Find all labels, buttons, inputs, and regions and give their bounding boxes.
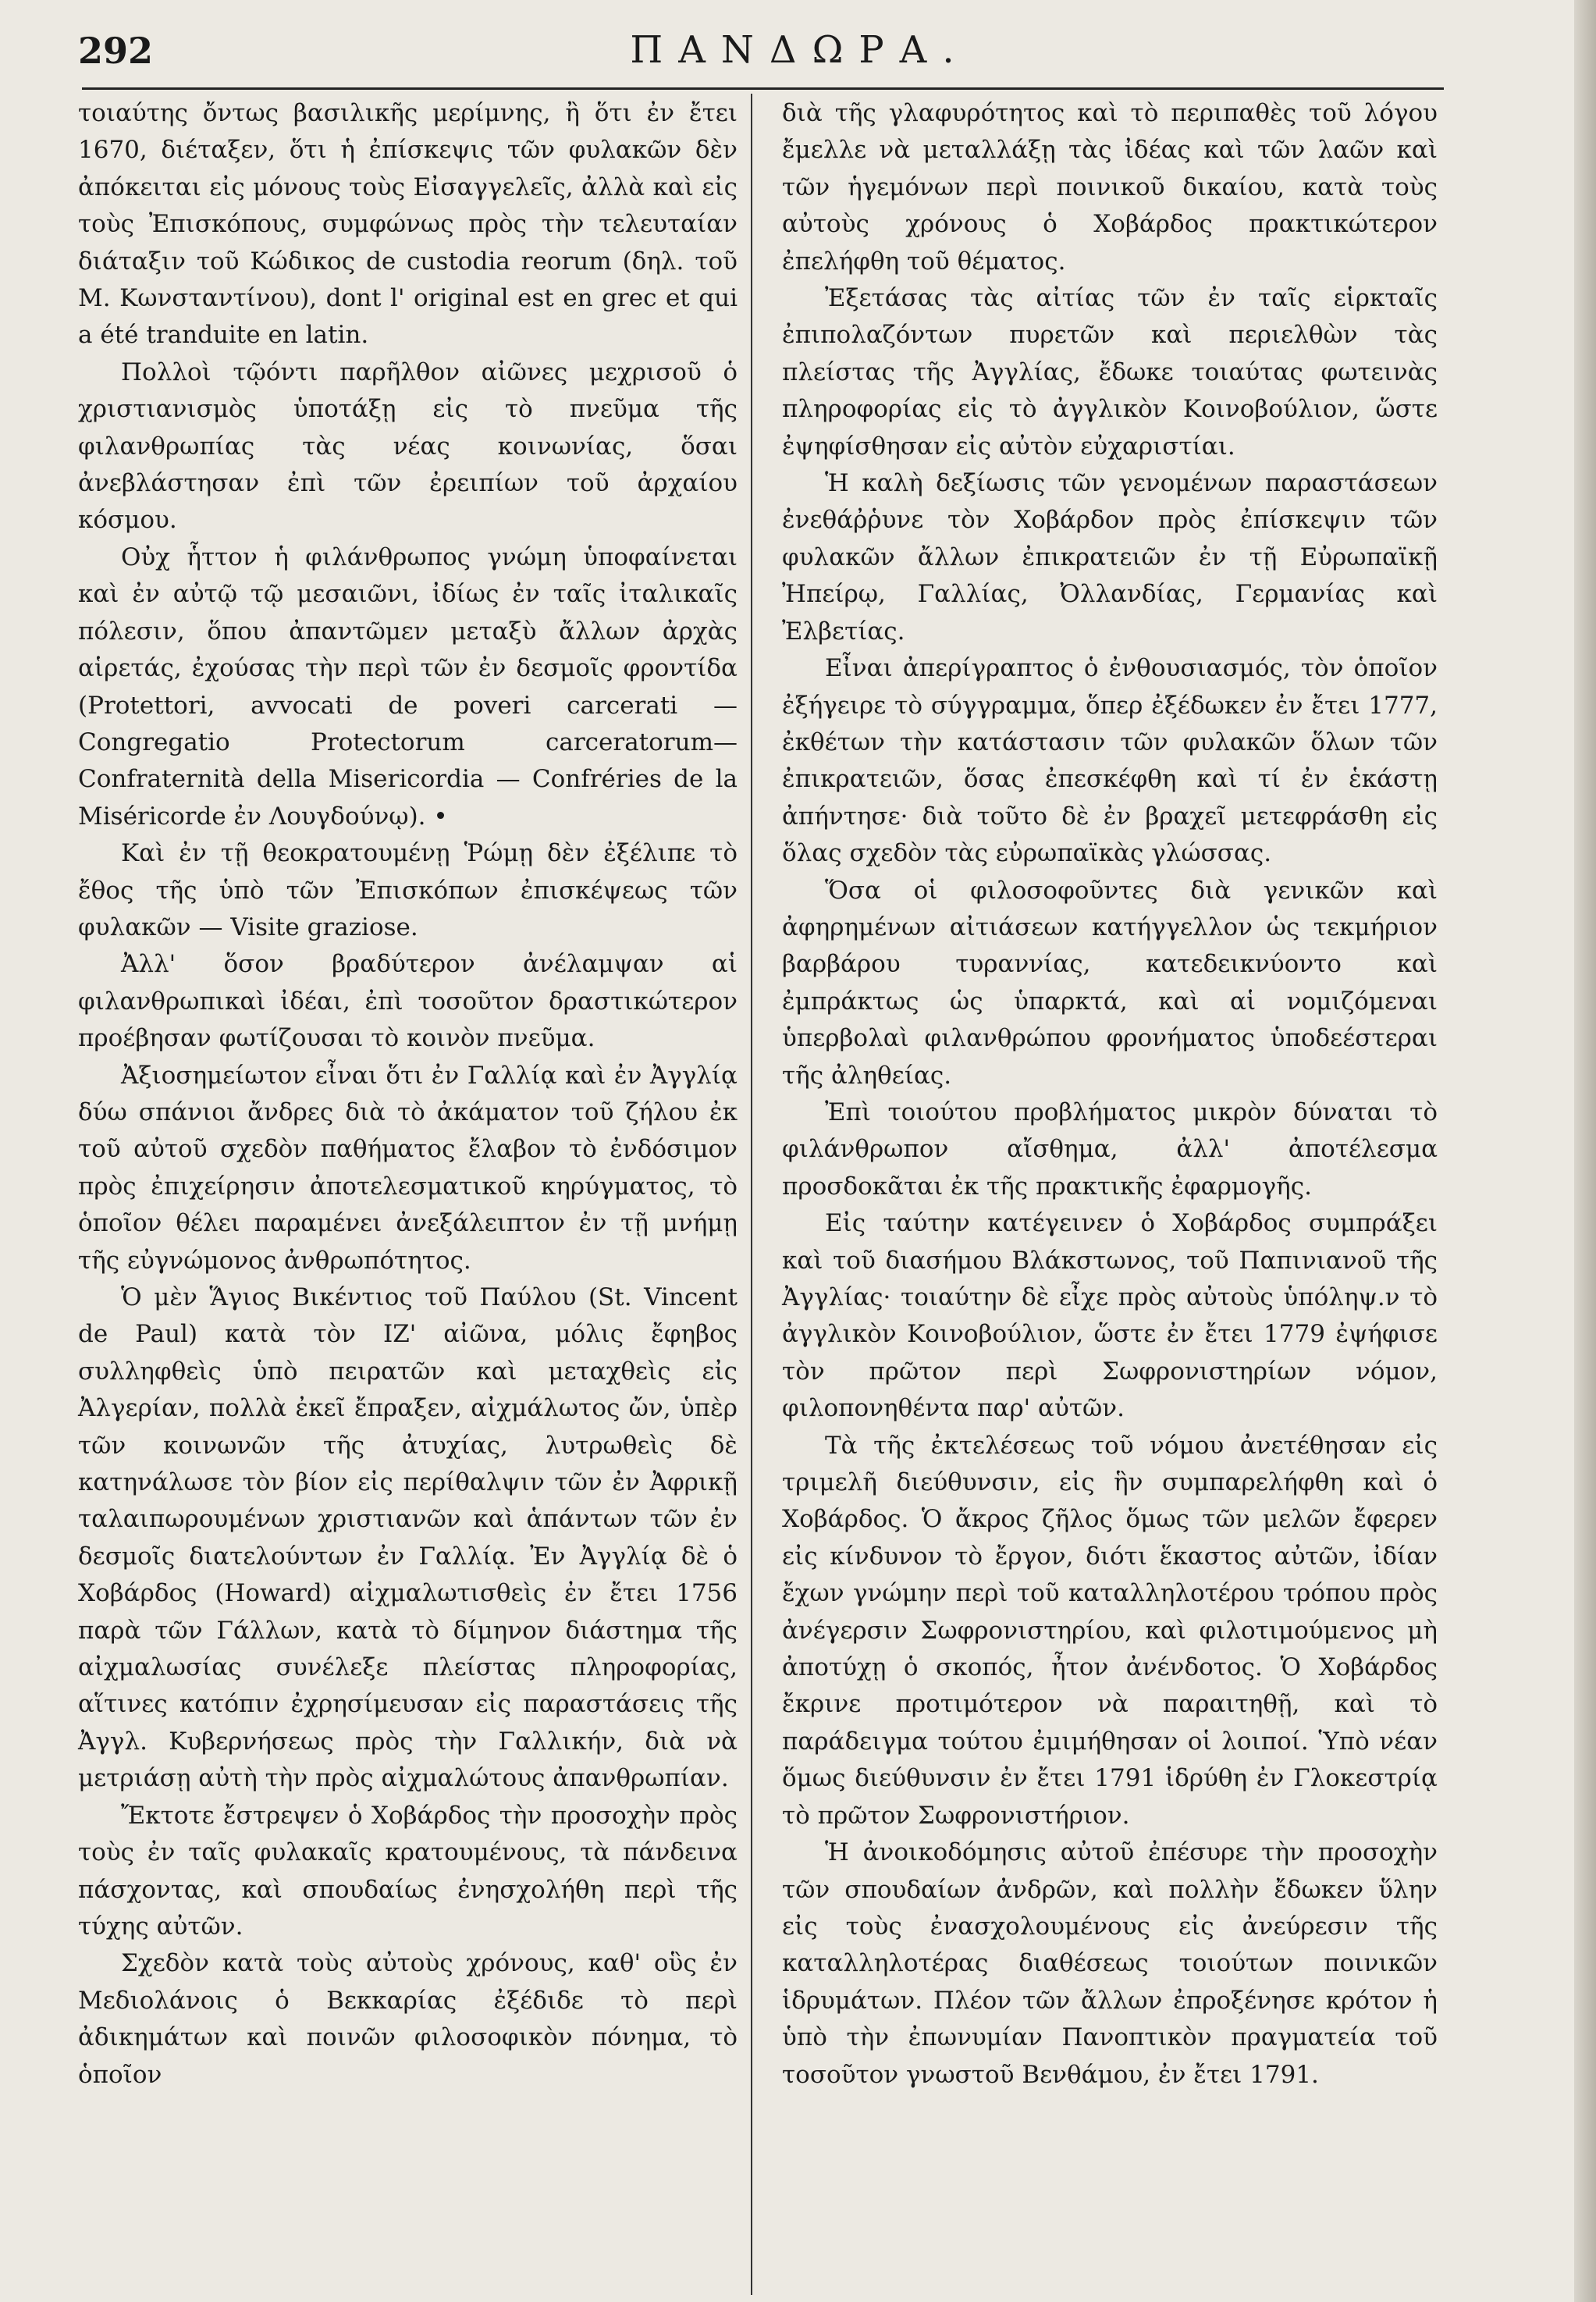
paragraph: Σχεδὸν κατὰ τοὺς αὐτοὺς χρόνους, καθ' οὓς ἐν Μεδιολάνοις ὁ Βεκκαρίας ἐξέδιδε τὸ περὶ ἀδικημάτων καὶ ποινῶν φιλοσοφικὸν πόνημα, τὸ ὁποῖον [78, 1949, 738, 2089]
page-number: 292 [78, 30, 154, 72]
column-divider [751, 94, 752, 2295]
page-header [78, 22, 1522, 76]
paragraph: Εἶναι ἀπερίγραπτος ὁ ἐνθουσιασμός, τὸν ὁποῖον ἐξήγειρε τὸ σύγγραμμα, ὅπερ ἐξέδωκεν ἐν ἔτει 1777, ἐκθέτων τὴν κατάστασιν τῶν φυλακῶν ὅλων τῶν ἐπικρατειῶν, ὅσας ἐπεσκέφθη καὶ τί ἐν ἑκάστῃ ἀπήντησε· διὰ τοῦτο δὲ ἐν βραχεῖ μετεφράσθη εἰς ὅλας σχεδὸν τὰς εὐρωπαϊκὰς γλώσσας. [782, 654, 1438, 868]
left-column [78, 95, 738, 2094]
paragraph: Ἀξιοσημείωτον εἶναι ὅτι ἐν Γαλλίᾳ καὶ ἐν Ἀγγλίᾳ δύω σπάνιοι ἄνδρες διὰ τὸ ἀκάματον τοῦ ζήλου ἐκ τοῦ αὐτοῦ σχεδὸν παθήματος ἔλαβον τὸ ἐνδόσιμον πρὸς ἐπιχείρησιν ἀποτελεσματικοῦ κηρύγματος, τὸ ὁποῖον θέλει παραμένει ἀνεξάλειπτον ἐν τῇ μνήμῃ τῆς εὐγνώμονος ἀνθρωπότητος. [78, 1061, 738, 1275]
paragraph: Ὅσα οἱ φιλοσοφοῦντες διὰ γενικῶν καὶ ἀφηρημένων αἰτιάσεων κατήγγελλον ὡς τεκμήριον βαρβάρου τυραννίας, κατεδεικνύοντο καὶ ἐμπράκτως ὡς ὑπαρκτά, καὶ αἱ νομιζόμεναι ὑπερβολαὶ φιλανθρώπου φρονήματος ὑποδεέστεραι τῆς ἀληθείας. [782, 876, 1438, 1090]
paragraph: Ἀλλ' ὅσον βραδύτερον ἀνέλαμψαν αἱ φιλανθρωπικαὶ ἰδέαι, ἐπὶ τοσοῦτον δραστικώτερον προέβησαν φωτίζουσαι τὸ κοινὸν πνεῦμα. [78, 950, 738, 1053]
running-title: ΠΑΝΔΩΡΑ. [630, 28, 970, 72]
paragraph: Ἡ ἀνοικοδόμησις αὐτοῦ ἐπέσυρε τὴν προσοχὴν τῶν σπουδαίων ἀνδρῶν, καὶ πολλὴν ἔδωκεν ὕλην εἰς τοὺς ἐνασχολουμένους εἰς ἀνεύρεσιν τῆς καταλληλοτέρας διαθέσεως τοιούτων ποινικῶν ἱδρυμάτων. Πλέον τῶν ἄλλων ἐπροξένησε κρότον ἡ ὑπὸ τὴν ἐπωνυμίαν Πανοπτικὸν πραγματεία τοῦ τοσοῦτον γνωστοῦ Βενθάμου, ἐν ἔτει 1791. [782, 1838, 1438, 2089]
paragraph: Τὰ τῆς ἐκτελέσεως τοῦ νόμου ἀνετέθησαν εἰς τριμελῆ διεύθυνσιν, εἰς ἣν συμπαρελήφθη καὶ ὁ Χοβάρδος. Ὁ ἄκρος ζῆλος ὅμως τῶν μελῶν ἔφερεν εἰς κίνδυνον τὸ ἔργον, διότι ἕκαστος αὐτῶν, ἰδίαν ἔχων γνώμην περὶ τοῦ καταλληλοτέρου τρόπου πρὸς ἀνέγερσιν Σωφρονιστηρίου, καὶ φιλοτιμούμενος μὴ ἀποτύχῃ ὁ σκοπός, ἦτον ἀνένδοτος. Ὁ Χοβάρδος ἔκρινε προτιμότερον νὰ παραιτηθῇ, καὶ τὸ παράδειγμα τούτου ἐμιμήθησαν οἱ λοιποί. Ὑπὸ νέαν ὅμως διεύθυνσιν ἐν ἔτει 1791 ἱδρύθη ἐν Γλοκεστρίᾳ τὸ πρῶτον Σωφρονιστήριον. [782, 1431, 1438, 1830]
paragraph: Πολλοὶ τῷόντι παρῆλθον αἰῶνες μεχρισοῦ ὁ χριστιανισμὸς ὑποτάξῃ εἰς τὸ πνεῦμα τῆς φιλανθρωπίας τὰς νέας κοινωνίας, ὅσαι ἀνεβλάστησαν ἐπὶ τῶν ἐρειπίων τοῦ ἀρχαίου κόσμου. [78, 358, 738, 535]
paragraph: Ἐξετάσας τὰς αἰτίας τῶν ἐν ταῖς εἱρκταῖς ἐπιπολαζόντων πυρετῶν καὶ περιελθὼν τὰς πλείστας τῆς Ἀγγλίας, ἔδωκε τοιαύτας φωτεινὰς πληροφορίας εἰς τὸ ἀγγλικὸν Κοινοβούλιον, ὥστε ἐψηφίσθησαν εἰς αὐτὸν εὐχαριστίαι. [782, 284, 1438, 461]
page-binding-edge [1574, 0, 1596, 2302]
header-rule [82, 87, 1444, 90]
paragraph: Ἐπὶ τοιούτου προβλήματος μικρὸν δύναται τὸ φιλάνθρωπον αἴσθημα, ἀλλ' ἀποτέλεσμα προσδοκᾶται ἐκ τῆς πρακτικῆς ἐφαρμογῆς. [782, 1098, 1438, 1201]
paragraph: Ἔκτοτε ἔστρεψεν ὁ Χοβάρδος τὴν προσοχὴν πρὸς τοὺς ἐν ταῖς φυλακαῖς κρατουμένους, τὰ πάνδεινα πάσχοντας, καὶ σπουδαίως ἐνησχολήθη περὶ τῆς τύχης αὐτῶν. [78, 1801, 738, 1941]
paragraph: Οὐχ ἧττον ἡ φιλάνθρωπος γνώμη ὑποφαίνεται καὶ ἐν αὐτῷ τῷ μεσαιῶνι, ἰδίως ἐν ταῖς ἰταλικαῖς πόλεσιν, ὅπου ἀπαντῶμεν μεταξὺ ἄλλων ἀρχὰς αἱρετάς, ἐχούσας τὴν περὶ τῶν ἐν δεσμοῖς φροντίδα (Protettori, avvocati de poveri carcerati — Congregatio Protectorum carceratorum—Confraternità della Misericordia — Confréries de la Miséricorde ἐν Λουγδούνῳ). • [78, 543, 738, 831]
paragraph: τοιαύτης ὄντως βασιλικῆς μερίμνης, ἢ ὅτι ἐν ἔτει 1670, διέταξεν, ὅτι ἡ ἐπίσκεψις τῶν φυλακῶν δὲν ἀπόκειται εἰς μόνους τοὺς Εἰσαγγελεῖς, ἀλλὰ καὶ εἰς τοὺς Ἐπισκόπους, συμφώνως πρὸς τὴν τελευταίαν διάταξιν τοῦ Κώδικος de custodia reorum (δηλ. τοῦ Μ. Κωνσταντίνου), dont l' original est en grec et qui a été tranduite en latin. [78, 99, 738, 350]
paragraph: διὰ τῆς γλαφυρότητος καὶ τὸ περιπαθὲς τοῦ λόγου ἔμελλε νὰ μεταλλάξῃ τὰς ἰδέας καὶ τῶν λαῶν καὶ τῶν ἡγεμόνων περὶ ποινικοῦ δικαίου, κατὰ τοὺς αὐτοὺς χρόνους ὁ Χοβάρδος πρακτικώτερον ἐπελήφθη τοῦ θέματος. [782, 99, 1438, 276]
paragraph: Ἡ καλὴ δεξίωσις τῶν γενομένων παραστάσεων ἐνεθάῤῥυνε τὸν Χοβάρδον πρὸς ἐπίσκεψιν τῶν φυλακῶν ἄλλων ἐπικρατειῶν ἐν τῇ Εὐρωπαϊκῇ Ἠπείρῳ, Γαλλίας, Ὀλλανδίας, Γερμανίας καὶ Ἐλβετίας. [782, 469, 1438, 646]
right-column [782, 95, 1438, 2094]
paragraph: Εἰς ταύτην κατέγεινεν ὁ Χοβάρδος συμπράξει καὶ τοῦ διασήμου Βλάκστωνος, τοῦ Παπινιανοῦ τῆς Ἀγγλίας· τοιαύτην δὲ εἶχε πρὸς αὐτοὺς ὑπόληψ.ν τὸ ἀγγλικὸν Κοινοβούλιον, ὥστε ἐν ἔτει 1779 ἐψήφισε τὸν πρῶτον περὶ Σωφρονιστηρίων νόμον, φιλοπονηθέντα παρ' αὐτῶν. [782, 1209, 1438, 1423]
paragraph: Καὶ ἐν τῇ θεοκρατουμένῃ Ῥώμῃ δὲν ἐξέλιπε τὸ ἔθος τῆς ὑπὸ τῶν Ἐπισκόπων ἐπισκέψεως τῶν φυλακῶν — Visite graziose. [78, 839, 738, 941]
paragraph: Ὁ μὲν Ἅγιος Βικέντιος τοῦ Παύλου (St. Vincent de Paul) κατὰ τὸν ΙΖ' αἰῶνα, μόλις ἔφηβος συλληφθεὶς ὑπὸ πειρατῶν καὶ μεταχθεὶς εἰς Ἀλγερίαν, πολλὰ ἐκεῖ ἔπραξεν, αἰχμάλωτος ὤν, ὑπὲρ τῶν κοινωνῶν τῆς ἀτυχίας, λυτρωθεὶς δὲ κατηνάλωσε τὸν βίον εἰς περίθαλψιν τῶν ἐν Ἀφρικῇ ταλαιπωρουμένων χριστιανῶν καὶ ἁπάντων τῶν ἐν δεσμοῖς διατελούντων ἐν Γαλλίᾳ. Ἐν Ἀγγλίᾳ δὲ ὁ Χοβάρδος (Howard) αἰχμαλωτισθεὶς ἐν ἔτει 1756 παρὰ τῶν Γάλλων, κατὰ τὸ δίμηνον διάστημα τῆς αἰχμαλωσίας συνέλεξε πλείστας πληροφορίας, αἵτινες κατόπιν ἐχρησίμευσαν εἰς παραστάσεις τῆς Ἀγγλ. Κυβερνήσεως πρὸς τὴν Γαλλικήν, διὰ νὰ μετριάσῃ αὐτὴ τὴν πρὸς αἰχμαλώτους ἀπανθρωπίαν. [78, 1283, 738, 1793]
